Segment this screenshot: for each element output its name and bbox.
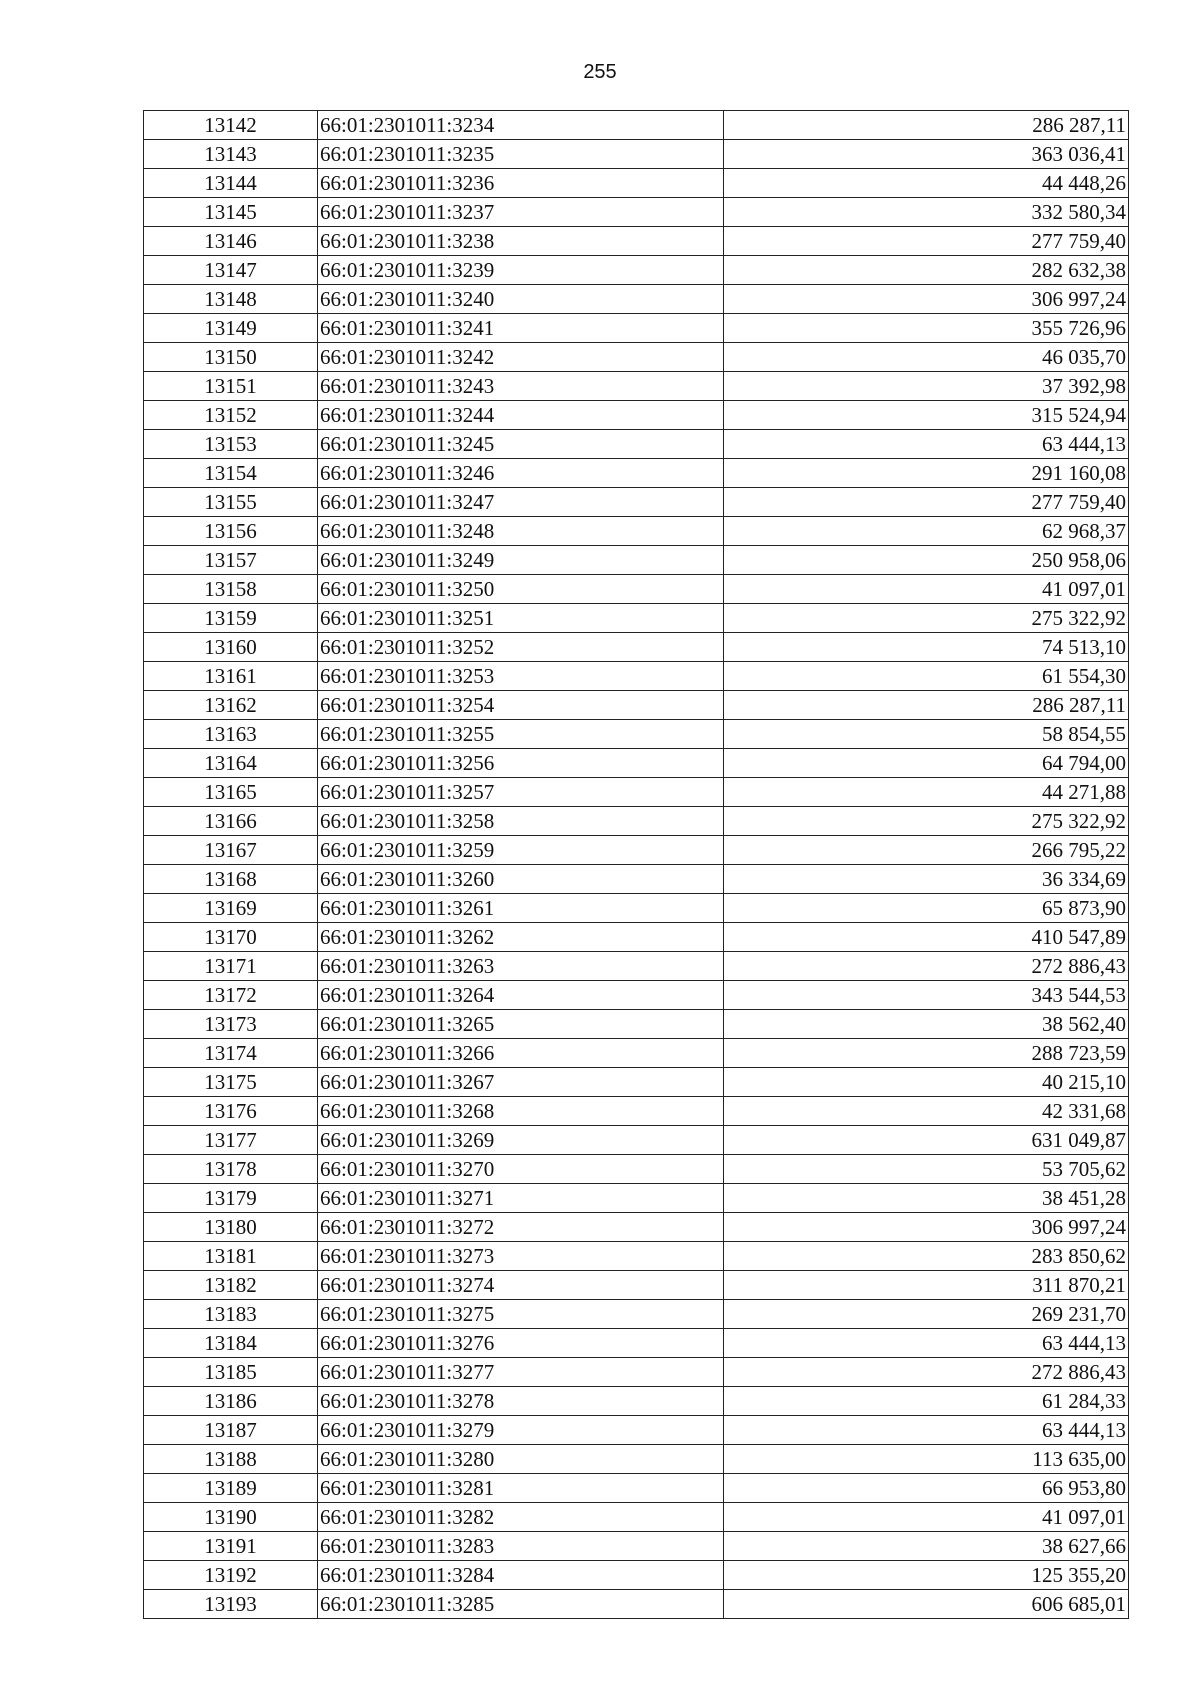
cadastral-value-cell: 272 886,43: [724, 952, 1129, 981]
cadastral-value-cell: 62 968,37: [724, 517, 1129, 546]
table-row: [144, 372, 1129, 401]
cadastral-number-cell: 66:01:2301011:3285: [318, 1590, 724, 1619]
table-row: [144, 778, 1129, 807]
table-row: [144, 459, 1129, 488]
cadastral-number-cell: 66:01:2301011:3275: [318, 1300, 724, 1329]
table-row: [144, 169, 1129, 198]
table-row: [144, 865, 1129, 894]
row-number-cell: 13156: [144, 517, 318, 546]
row-number-cell: 13169: [144, 894, 318, 923]
table-row: [144, 604, 1129, 633]
cadastral-number-cell: 66:01:2301011:3258: [318, 807, 724, 836]
cadastral-number-cell: 66:01:2301011:3254: [318, 691, 724, 720]
row-number-cell: 13160: [144, 633, 318, 662]
cadastral-value-table: [143, 110, 1129, 1619]
cadastral-number-cell: 66:01:2301011:3262: [318, 923, 724, 952]
row-number-cell: 13142: [144, 111, 318, 140]
row-number-cell: 13172: [144, 981, 318, 1010]
cadastral-value-cell: 125 355,20: [724, 1561, 1129, 1590]
cadastral-value-cell: 61 554,30: [724, 662, 1129, 691]
table-row: [144, 314, 1129, 343]
cadastral-value-cell: 63 444,13: [724, 430, 1129, 459]
row-number-cell: 13165: [144, 778, 318, 807]
cadastral-value-cell: 65 873,90: [724, 894, 1129, 923]
cadastral-value-cell: 315 524,94: [724, 401, 1129, 430]
cadastral-number-cell: 66:01:2301011:3278: [318, 1387, 724, 1416]
cadastral-value-cell: 272 886,43: [724, 1358, 1129, 1387]
cadastral-value-cell: 631 049,87: [724, 1126, 1129, 1155]
row-number-cell: 13150: [144, 343, 318, 372]
cadastral-number-cell: 66:01:2301011:3256: [318, 749, 724, 778]
row-number-cell: 13193: [144, 1590, 318, 1619]
row-number-cell: 13157: [144, 546, 318, 575]
table-row: [144, 1590, 1129, 1619]
cadastral-number-cell: 66:01:2301011:3273: [318, 1242, 724, 1271]
cadastral-value-cell: 266 795,22: [724, 836, 1129, 865]
cadastral-value-cell: 277 759,40: [724, 488, 1129, 517]
cadastral-number-cell: 66:01:2301011:3260: [318, 865, 724, 894]
table-row: [144, 256, 1129, 285]
table-row: [144, 111, 1129, 140]
table-row: [144, 140, 1129, 169]
cadastral-number-cell: 66:01:2301011:3263: [318, 952, 724, 981]
cadastral-value-cell: 44 448,26: [724, 169, 1129, 198]
page-number: 255: [583, 61, 617, 83]
cadastral-value-cell: 363 036,41: [724, 140, 1129, 169]
table-row: [144, 1126, 1129, 1155]
cadastral-number-cell: 66:01:2301011:3239: [318, 256, 724, 285]
table-row: [144, 1561, 1129, 1590]
cadastral-value-cell: 38 562,40: [724, 1010, 1129, 1039]
row-number-cell: 13163: [144, 720, 318, 749]
row-number-cell: 13147: [144, 256, 318, 285]
cadastral-number-cell: 66:01:2301011:3272: [318, 1213, 724, 1242]
table-row: [144, 1039, 1129, 1068]
row-number-cell: 13166: [144, 807, 318, 836]
row-number-cell: 13153: [144, 430, 318, 459]
row-number-cell: 13179: [144, 1184, 318, 1213]
row-number-cell: 13148: [144, 285, 318, 314]
cadastral-number-cell: 66:01:2301011:3249: [318, 546, 724, 575]
cadastral-number-cell: 66:01:2301011:3243: [318, 372, 724, 401]
cadastral-number-cell: 66:01:2301011:3267: [318, 1068, 724, 1097]
table-row: [144, 1416, 1129, 1445]
cadastral-number-cell: 66:01:2301011:3255: [318, 720, 724, 749]
row-number-cell: 13158: [144, 575, 318, 604]
cadastral-value-cell: 61 284,33: [724, 1387, 1129, 1416]
table-row: [144, 1097, 1129, 1126]
cadastral-number-cell: 66:01:2301011:3235: [318, 140, 724, 169]
row-number-cell: 13177: [144, 1126, 318, 1155]
cadastral-value-cell: 286 287,11: [724, 691, 1129, 720]
table-row: [144, 1155, 1129, 1184]
cadastral-number-cell: 66:01:2301011:3246: [318, 459, 724, 488]
cadastral-number-cell: 66:01:2301011:3265: [318, 1010, 724, 1039]
cadastral-number-cell: 66:01:2301011:3240: [318, 285, 724, 314]
cadastral-number-cell: 66:01:2301011:3283: [318, 1532, 724, 1561]
cadastral-value-cell: 343 544,53: [724, 981, 1129, 1010]
cadastral-value-cell: 113 635,00: [724, 1445, 1129, 1474]
row-number-cell: 13154: [144, 459, 318, 488]
cadastral-value-cell: 277 759,40: [724, 227, 1129, 256]
row-number-cell: 13164: [144, 749, 318, 778]
row-number-cell: 13175: [144, 1068, 318, 1097]
cadastral-number-cell: 66:01:2301011:3279: [318, 1416, 724, 1445]
cadastral-number-cell: 66:01:2301011:3236: [318, 169, 724, 198]
row-number-cell: 13191: [144, 1532, 318, 1561]
table-row: [144, 981, 1129, 1010]
cadastral-value-cell: 306 997,24: [724, 285, 1129, 314]
cadastral-value-cell: 282 632,38: [724, 256, 1129, 285]
cadastral-number-cell: 66:01:2301011:3266: [318, 1039, 724, 1068]
row-number-cell: 13183: [144, 1300, 318, 1329]
cadastral-number-cell: 66:01:2301011:3245: [318, 430, 724, 459]
cadastral-value-cell: 283 850,62: [724, 1242, 1129, 1271]
cadastral-value-cell: 42 331,68: [724, 1097, 1129, 1126]
table-row: [144, 749, 1129, 778]
table-row: [144, 575, 1129, 604]
cadastral-value-cell: 306 997,24: [724, 1213, 1129, 1242]
table-row: [144, 952, 1129, 981]
cadastral-number-cell: 66:01:2301011:3248: [318, 517, 724, 546]
table-row: [144, 1532, 1129, 1561]
table-row: [144, 1068, 1129, 1097]
table-row: [144, 1387, 1129, 1416]
row-number-cell: 13151: [144, 372, 318, 401]
table-row: [144, 662, 1129, 691]
table-row: [144, 1271, 1129, 1300]
row-number-cell: 13144: [144, 169, 318, 198]
cadastral-value-cell: 332 580,34: [724, 198, 1129, 227]
row-number-cell: 13185: [144, 1358, 318, 1387]
cadastral-number-cell: 66:01:2301011:3252: [318, 633, 724, 662]
table-row: [144, 1474, 1129, 1503]
cadastral-number-cell: 66:01:2301011:3234: [318, 111, 724, 140]
table-row: [144, 1445, 1129, 1474]
table-row: [144, 923, 1129, 952]
row-number-cell: 13190: [144, 1503, 318, 1532]
cadastral-number-cell: 66:01:2301011:3244: [318, 401, 724, 430]
cadastral-value-cell: 66 953,80: [724, 1474, 1129, 1503]
table-row: [144, 546, 1129, 575]
row-number-cell: 13180: [144, 1213, 318, 1242]
table-row: [144, 517, 1129, 546]
row-number-cell: 13167: [144, 836, 318, 865]
cadastral-value-cell: 58 854,55: [724, 720, 1129, 749]
cadastral-value-cell: 53 705,62: [724, 1155, 1129, 1184]
row-number-cell: 13145: [144, 198, 318, 227]
cadastral-value-cell: 46 035,70: [724, 343, 1129, 372]
cadastral-value-cell: 311 870,21: [724, 1271, 1129, 1300]
row-number-cell: 13181: [144, 1242, 318, 1271]
row-number-cell: 13170: [144, 923, 318, 952]
row-number-cell: 13188: [144, 1445, 318, 1474]
cadastral-number-cell: 66:01:2301011:3237: [318, 198, 724, 227]
table-row: [144, 1503, 1129, 1532]
cadastral-number-cell: 66:01:2301011:3284: [318, 1561, 724, 1590]
row-number-cell: 13155: [144, 488, 318, 517]
row-number-cell: 13192: [144, 1561, 318, 1590]
cadastral-number-cell: 66:01:2301011:3271: [318, 1184, 724, 1213]
cadastral-value-cell: 63 444,13: [724, 1416, 1129, 1445]
cadastral-value-cell: 74 513,10: [724, 633, 1129, 662]
cadastral-value-cell: 41 097,01: [724, 1503, 1129, 1532]
row-number-cell: 13143: [144, 140, 318, 169]
table-row: [144, 1358, 1129, 1387]
cadastral-value-cell: 250 958,06: [724, 546, 1129, 575]
cadastral-value-cell: 36 334,69: [724, 865, 1129, 894]
cadastral-value-cell: 275 322,92: [724, 604, 1129, 633]
cadastral-number-cell: 66:01:2301011:3268: [318, 1097, 724, 1126]
table-row: [144, 1010, 1129, 1039]
cadastral-value-cell: 288 723,59: [724, 1039, 1129, 1068]
cadastral-value-cell: 37 392,98: [724, 372, 1129, 401]
cadastral-number-cell: 66:01:2301011:3270: [318, 1155, 724, 1184]
row-number-cell: 13186: [144, 1387, 318, 1416]
row-number-cell: 13184: [144, 1329, 318, 1358]
cadastral-number-cell: 66:01:2301011:3269: [318, 1126, 724, 1155]
cadastral-number-cell: 66:01:2301011:3280: [318, 1445, 724, 1474]
row-number-cell: 13173: [144, 1010, 318, 1039]
row-number-cell: 13146: [144, 227, 318, 256]
cadastral-value-cell: 40 215,10: [724, 1068, 1129, 1097]
row-number-cell: 13174: [144, 1039, 318, 1068]
table-row: [144, 1329, 1129, 1358]
cadastral-number-cell: 66:01:2301011:3257: [318, 778, 724, 807]
cadastral-value-cell: 355 726,96: [724, 314, 1129, 343]
table-row: [144, 720, 1129, 749]
table-row: [144, 894, 1129, 923]
cadastral-number-cell: 66:01:2301011:3282: [318, 1503, 724, 1532]
cadastral-value-cell: 286 287,11: [724, 111, 1129, 140]
table-row: [144, 1300, 1129, 1329]
table-row: [144, 488, 1129, 517]
table-row: [144, 198, 1129, 227]
cadastral-value-cell: 269 231,70: [724, 1300, 1129, 1329]
row-number-cell: 13162: [144, 691, 318, 720]
row-number-cell: 13152: [144, 401, 318, 430]
cadastral-number-cell: 66:01:2301011:3274: [318, 1271, 724, 1300]
cadastral-number-cell: 66:01:2301011:3261: [318, 894, 724, 923]
row-number-cell: 13171: [144, 952, 318, 981]
cadastral-number-cell: 66:01:2301011:3277: [318, 1358, 724, 1387]
cadastral-value-cell: 41 097,01: [724, 575, 1129, 604]
cadastral-number-cell: 66:01:2301011:3281: [318, 1474, 724, 1503]
row-number-cell: 13168: [144, 865, 318, 894]
row-number-cell: 13149: [144, 314, 318, 343]
row-number-cell: 13187: [144, 1416, 318, 1445]
table-row: [144, 430, 1129, 459]
row-number-cell: 13178: [144, 1155, 318, 1184]
cadastral-number-cell: 66:01:2301011:3241: [318, 314, 724, 343]
table-row: [144, 343, 1129, 372]
cadastral-value-cell: 410 547,89: [724, 923, 1129, 952]
table-row: [144, 227, 1129, 256]
cadastral-number-cell: 66:01:2301011:3264: [318, 981, 724, 1010]
cadastral-value-cell: 275 322,92: [724, 807, 1129, 836]
cadastral-value-cell: 64 794,00: [724, 749, 1129, 778]
cadastral-number-cell: 66:01:2301011:3259: [318, 836, 724, 865]
table-row: [144, 836, 1129, 865]
row-number-cell: 13189: [144, 1474, 318, 1503]
table-row: [144, 401, 1129, 430]
cadastral-number-cell: 66:01:2301011:3250: [318, 575, 724, 604]
table-row: [144, 1242, 1129, 1271]
row-number-cell: 13182: [144, 1271, 318, 1300]
table-row: [144, 1184, 1129, 1213]
row-number-cell: 13159: [144, 604, 318, 633]
cadastral-number-cell: 66:01:2301011:3251: [318, 604, 724, 633]
row-number-cell: 13176: [144, 1097, 318, 1126]
cadastral-value-cell: 44 271,88: [724, 778, 1129, 807]
row-number-cell: 13161: [144, 662, 318, 691]
cadastral-number-cell: 66:01:2301011:3253: [318, 662, 724, 691]
table-row: [144, 633, 1129, 662]
cadastral-value-cell: 63 444,13: [724, 1329, 1129, 1358]
cadastral-value-cell: 291 160,08: [724, 459, 1129, 488]
cadastral-number-cell: 66:01:2301011:3242: [318, 343, 724, 372]
table-row: [144, 691, 1129, 720]
cadastral-value-cell: 606 685,01: [724, 1590, 1129, 1619]
cadastral-number-cell: 66:01:2301011:3247: [318, 488, 724, 517]
cadastral-value-cell: 38 451,28: [724, 1184, 1129, 1213]
cadastral-number-cell: 66:01:2301011:3238: [318, 227, 724, 256]
table-row: [144, 285, 1129, 314]
cadastral-value-cell: 38 627,66: [724, 1532, 1129, 1561]
table-row: [144, 1213, 1129, 1242]
table-row: [144, 807, 1129, 836]
cadastral-number-cell: 66:01:2301011:3276: [318, 1329, 724, 1358]
table-body: [144, 111, 1129, 1619]
